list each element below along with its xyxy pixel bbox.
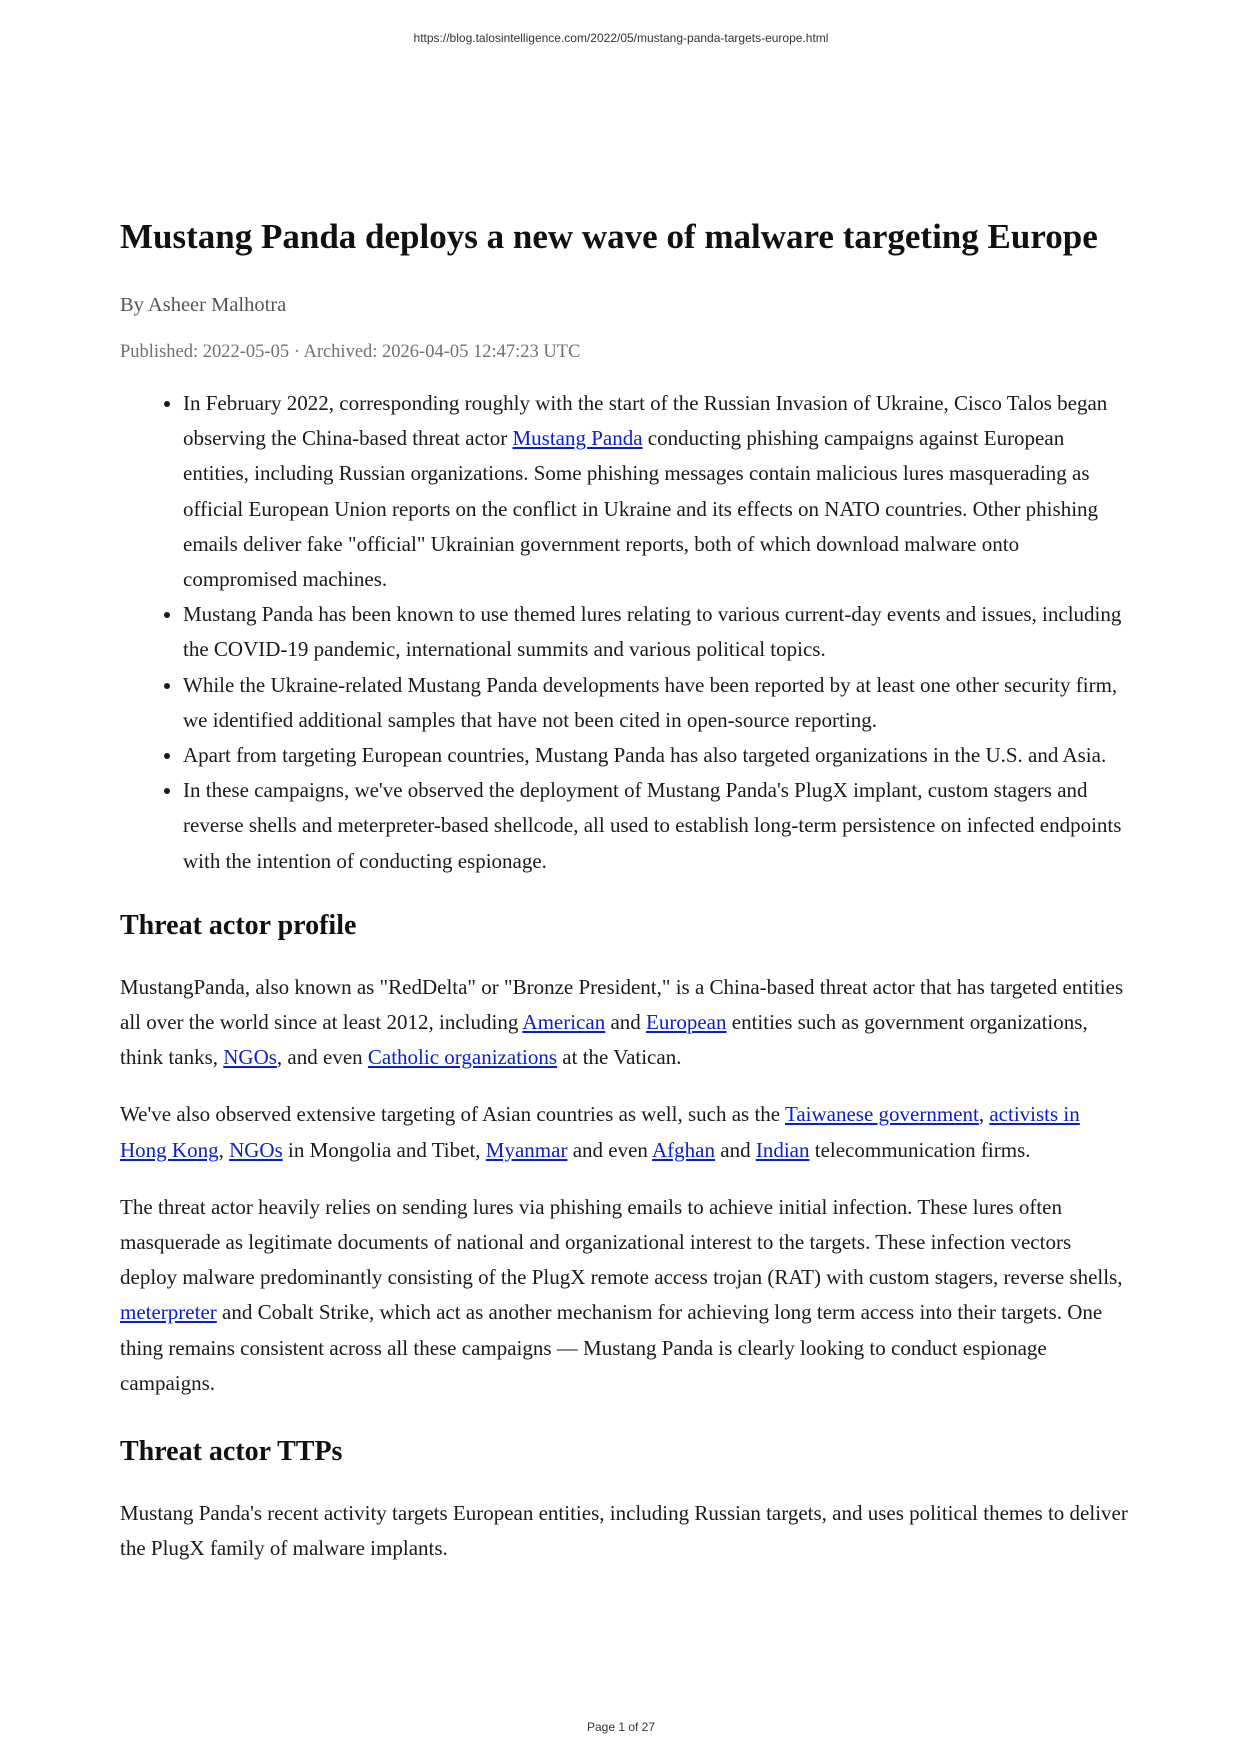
text: MustangPanda, also known as "RedDelta" or "Bronze President," is a China-based threat actor that has targeted entities all over the world since at least 2012, including: [120, 974, 1124, 1035]
text: and Cobalt Strike, which act as another mechanism for achieving long term access into their targets. One thing remains consistent across all these campaigns — Mustang Panda is clearly looking to conduct espionage campaigns.: [120, 1300, 1103, 1395]
summary-item: • Apart from targeting European countries, Mustang Panda has also targeted organizations in the U.S. and Asia.: [183, 738, 1130, 773]
text: We've also observed extensive targeting of Asian countries as well, such as the: [120, 1102, 785, 1127]
text: ,: [218, 1137, 230, 1162]
link-myanmar[interactable]: Myanmar: [485, 1137, 568, 1162]
article-title: Mustang Panda deploys a new wave of malware targeting Europe: [120, 217, 1098, 256]
summary-item: • In these campaigns, we've observed the deployment of Mustang Panda's PlugX implant, custom stagers and reverse shells and meterpreter-based shellcode, all used to establish long-term persistence on infected endpoints with the intention of conducting espionage.: [183, 773, 1130, 879]
paragraph: Mustang Panda's recent activity targets European entities, including Russian targets, and uses political themes to deliver the PlugX family of malware implants.: [120, 1501, 1128, 1561]
link-activists-hong-kong[interactable]: activists in Hong Kong: [120, 1102, 1080, 1162]
text: and: [715, 1137, 756, 1162]
byline: By Asheer Malhotra: [120, 294, 287, 316]
summary-list: [120, 386, 1130, 879]
text: The threat actor heavily relies on sending lures via phishing emails to achieve initial infection. These lures often masquerade as legitimate documents of national and organizational interest to the targets. These infection vectors deploy malware predominantly consisting of the PlugX remote access trojan (RAT) with custom stagers, reverse shells,: [120, 1194, 1123, 1290]
text: , and even: [276, 1045, 368, 1070]
page-number: Page 1 of 27: [586, 1720, 656, 1734]
page-url: https://blog.talosintelligence.com/2022/05/mustang-panda-targets-europe.html: [413, 31, 829, 45]
text: telecommunication firms.: [809, 1137, 1031, 1162]
text: ,: [978, 1102, 990, 1127]
text: at the Vatican.: [557, 1045, 682, 1070]
text: conducting phishing campaigns against European entities, including Russian organizations. Some phishing messages contain malicious lures masquerading as official European Union reports on the conflict in Ukraine and its effects on NATO countries. Other phishing emails deliver fake "official" Ukrainian government reports, both of which download malware onto compromised machines.: [183, 426, 1099, 592]
link-taiwanese-government[interactable]: Taiwanese government: [784, 1102, 979, 1127]
publish-date: Published: 2022-05-05 · Archived: 2026-04-05 12:47:23 UTC: [120, 342, 581, 362]
summary-item: [183, 386, 1130, 597]
link-european[interactable]: European: [646, 1010, 727, 1035]
link-afghan[interactable]: Afghan: [652, 1137, 715, 1162]
link-ngos-asia[interactable]: NGOs: [229, 1137, 283, 1162]
text: In February 2022, corresponding roughly with the start of the Russian Invasion of Ukraine, Cisco Talos began observing the China-based threat actor: [183, 391, 1108, 451]
link-mustang-panda[interactable]: Mustang Panda: [512, 426, 643, 451]
section-heading-profile: Threat actor profile: [120, 909, 357, 941]
link-meterpreter[interactable]: meterpreter: [120, 1300, 217, 1325]
summary-item: • While the Ukraine-related Mustang Panda developments have been reported by at least one other security firm, we identified additional samples that have not been cited in open-source reporting.: [183, 668, 1130, 738]
section-heading-ttps: Threat actor TTPs: [120, 1436, 343, 1468]
paragraph: [120, 1190, 1130, 1401]
paragraph: [120, 970, 1130, 1076]
paragraph: [120, 1097, 1130, 1167]
link-ngos[interactable]: NGOs: [223, 1045, 277, 1070]
text: in Mongolia and Tibet,: [282, 1137, 486, 1162]
text: entities such as government organizations, think tanks,: [120, 1010, 1088, 1070]
link-catholic-organizations[interactable]: Catholic organizations: [367, 1045, 558, 1070]
text: and: [605, 1010, 647, 1035]
link-indian[interactable]: Indian: [755, 1137, 810, 1162]
article: [120, 208, 1130, 1566]
link-american[interactable]: American: [522, 1010, 606, 1035]
summary-item: • Mustang Panda has been known to use themed lures relating to various current-day events and issues, including the COVID-19 pandemic, international summits and various political topics.: [183, 597, 1130, 667]
text: and even: [567, 1137, 653, 1162]
